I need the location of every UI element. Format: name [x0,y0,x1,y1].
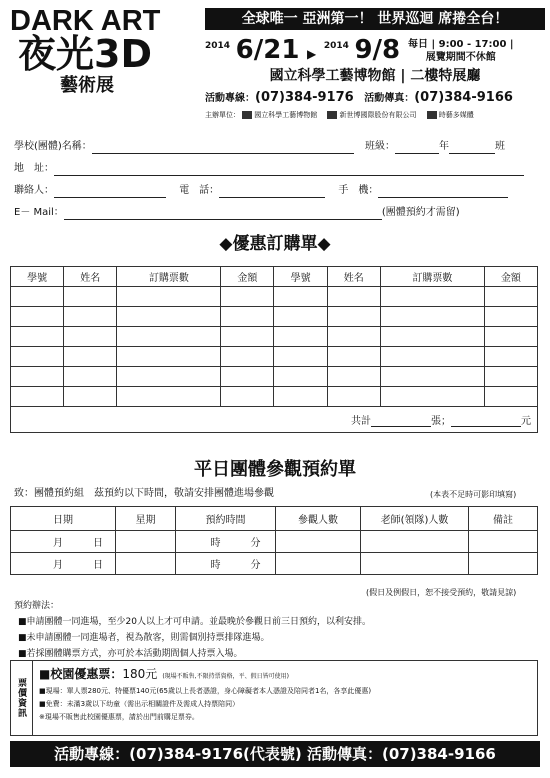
organizers-label: 主辦單位： [205,111,240,119]
holiday-note: (假日及例假日，恕不接受預約，敬請見諒) [366,588,517,597]
school-field[interactable]: 學校(團體)名稱： 班級： 年 班 [14,141,505,152]
company-logo-icon [327,111,337,119]
col-time: 預約時間 [176,507,276,531]
end-date: 9/8 [354,35,401,65]
opening-hours [408,38,514,64]
campus-label: ■校園優惠票： [39,667,123,681]
organizer-2: 新世博國際股份有限公司 [327,109,416,121]
order-table [10,266,538,433]
hotline-label: 活動專線： [205,93,255,104]
table-row[interactable] [11,287,538,307]
address-field[interactable]: 地 址： [14,162,524,176]
col-teachers: 老師(領隊)人數 [361,507,469,531]
footer-contact: 活動專線：(07)384-9176(代表號) 活動傳真：(07)384-9166 [10,741,540,767]
ticket-side-label: 票價資訊 [11,661,33,735]
order-title: ◆優惠訂購單◆ [219,234,331,254]
organizers [205,109,482,121]
campus-price: 180元 [122,667,158,681]
col-student-id-2: 學號 [274,267,327,287]
onsite-price: ■現場：單人票280元、特優票140元(65歲以上長者憑證，身心障礙者本人憑證及陪同者1名，各享此優惠) [39,687,372,695]
col-amount-2: 金額 [484,267,537,287]
logo-title: DARK ART [10,5,161,37]
table-row[interactable] [11,387,538,407]
start-date: 6/21 [235,35,300,65]
organizer-3: 時藝多媒體 [427,109,474,121]
col-tickets: 訂購票數 [117,267,221,287]
rule-item: ■未申請團體一同進場者，視為散客，則需個別持票排隊進場。 [18,633,270,643]
total-row[interactable]: 共計 張； 元 [11,407,538,433]
table-row[interactable] [11,327,538,347]
booking-to-line: 致：團體預約組 茲預約以下時間，敬請安排團體進場參觀 [14,488,274,499]
rule-item: ■申請團體一同進場，至少20人以上才可申請。並最晚於參觀日前三日預約，以利安排。 [18,617,371,627]
col-amount: 金額 [221,267,274,287]
hours-time: 每日 | 9:00 - 17:00 | [408,39,514,50]
email-note: (團體預約才需留) [381,207,460,218]
hotline-number: (07)384-9176 [255,90,354,105]
free-admission: ■免費：未滿3歲以下幼童（需出示相關證件及需成人持票陪同） [39,700,240,708]
copy-note: (本表不足時可影印填寫) [430,490,517,499]
col-student-id: 學號 [11,267,64,287]
rule-item: ■若採團體購票方式，亦可於本活動期間個人持票入場。 [18,649,243,659]
email-field[interactable]: E－ Mail： (團體預約才需留) [14,207,460,218]
col-remarks: 備註 [469,507,538,531]
venue: 國立科學工藝博物館 | 二樓特展廳 [269,68,481,84]
media-logo-icon [427,111,437,119]
start-year: 2014 [205,41,231,51]
col-name-2: 姓名 [327,267,380,287]
fax-label: 活動傳真： [364,93,415,104]
ticket-note: ※現場不販售此校園優惠票，請於出門前購足票券。 [39,713,199,721]
table-row[interactable]: 月 日 時 分 [11,553,538,575]
col-weekday: 星期 [116,507,176,531]
col-tickets-2: 訂購票數 [380,267,484,287]
booking-table [10,506,538,575]
end-year: 2014 [323,41,349,51]
contact-line [205,89,513,108]
col-date: 日期 [11,507,116,531]
col-visitors: 參觀人數 [276,507,361,531]
col-name: 姓名 [64,267,117,287]
slogan-banner: 全球唯一 亞洲第一！ 世界巡迴 席捲全台！ [205,8,545,30]
logo-tagline: 藝術展 [60,75,114,96]
table-row[interactable] [11,367,538,387]
total-label: 共計 [351,416,371,427]
rules-title: 預約辦法： [14,601,60,611]
contact-field[interactable]: 聯絡人： 電 話： 手 機： [14,184,508,198]
fax-number: (07)384-9166 [414,90,513,105]
table-row[interactable] [11,307,538,327]
arrow-right-icon: ▶ [307,46,317,61]
organizer-1: 國立科學工藝博物館 [242,109,317,121]
exhibition-dates [205,33,400,67]
booking-title: 平日團體參觀預約單 [194,459,356,480]
ticket-info [10,660,538,736]
museum-logo-icon [242,111,252,119]
table-row[interactable]: 月 日 時 分 [11,531,538,553]
table-row[interactable] [11,347,538,367]
logo-subtitle: 夜光3D [18,32,152,76]
hours-note: 展覽期間不休館 [425,52,496,63]
campus-note: (現場不販售,不限持票資格，平、假日皆可使用) [162,673,289,680]
